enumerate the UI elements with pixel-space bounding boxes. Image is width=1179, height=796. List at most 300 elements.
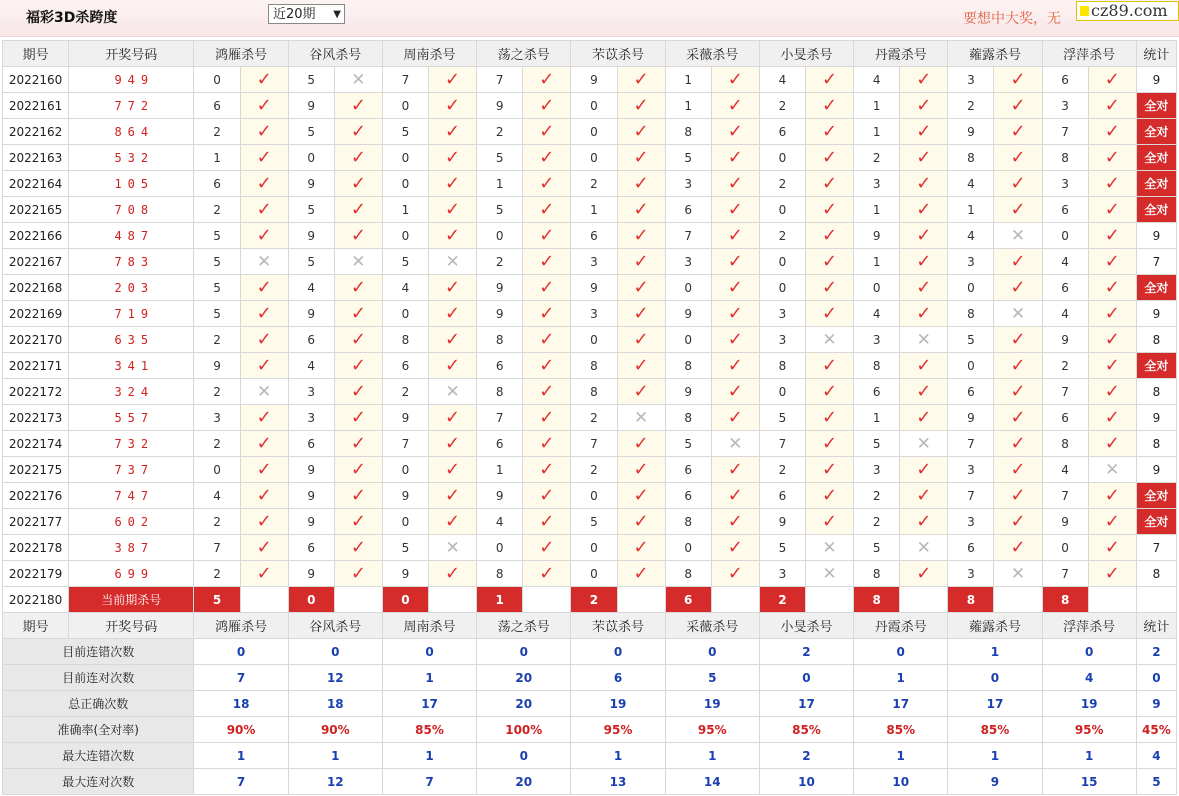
kill-number-cell: 9 xyxy=(288,171,334,197)
check-icon: ✓ xyxy=(539,146,555,168)
col-header-expert: 鸿雁杀号 xyxy=(194,41,288,67)
kill-number-cell: 9 xyxy=(382,561,428,587)
kill-number-cell: 5 xyxy=(382,119,428,145)
cross-icon: ✕ xyxy=(1010,303,1026,324)
check-icon: ✓ xyxy=(1104,562,1120,584)
kill-number-cell: 9 xyxy=(288,457,334,483)
period-cell: 2022164 xyxy=(3,171,69,197)
check-icon xyxy=(805,509,853,535)
winning-number-cell: 699 xyxy=(69,561,194,587)
summary-value: 12 xyxy=(288,665,382,691)
current-kill-blank xyxy=(1088,587,1136,613)
kill-number-cell: 9 xyxy=(477,275,523,301)
kill-number-cell: 8 xyxy=(665,405,711,431)
check-icon: ✓ xyxy=(350,406,366,428)
kill-number-cell: 6 xyxy=(665,457,711,483)
check-icon: ✓ xyxy=(539,276,555,298)
winning-number-cell: 737 xyxy=(69,457,194,483)
kill-number-cell: 8 xyxy=(854,353,900,379)
cross-icon xyxy=(900,327,948,353)
check-icon xyxy=(334,535,382,561)
check-icon: ✓ xyxy=(350,224,366,246)
check-icon xyxy=(805,301,853,327)
col-header-expert: 谷风杀号 xyxy=(288,613,382,639)
check-icon xyxy=(1088,483,1136,509)
kill-number-cell: 5 xyxy=(759,405,805,431)
check-icon xyxy=(429,483,477,509)
period-cell: 2022165 xyxy=(3,197,69,223)
check-icon: ✓ xyxy=(821,224,838,246)
check-icon: ✓ xyxy=(633,94,649,116)
kill-number-cell: 2 xyxy=(948,93,994,119)
check-icon xyxy=(617,535,665,561)
check-icon: ✓ xyxy=(1104,484,1120,506)
check-icon xyxy=(240,223,288,249)
check-icon xyxy=(1088,145,1136,171)
kill-number-cell: 3 xyxy=(948,249,994,275)
check-icon xyxy=(900,145,948,171)
check-icon: ✓ xyxy=(727,458,743,480)
check-icon: ✓ xyxy=(445,68,461,90)
kill-number-cell: 2 xyxy=(194,119,240,145)
kill-number-cell: 1 xyxy=(477,171,523,197)
kill-number-cell: 3 xyxy=(759,561,805,587)
stat-cell: 8 xyxy=(1136,561,1176,587)
kill-number-cell: 1 xyxy=(571,197,617,223)
all-correct-badge: 全对 xyxy=(1136,509,1176,535)
winning-number-cell: 532 xyxy=(69,145,194,171)
summary-value: 1 xyxy=(382,743,476,769)
check-icon: ✓ xyxy=(1010,536,1026,558)
current-kill-number: 0 xyxy=(288,587,334,613)
check-icon xyxy=(334,301,382,327)
check-icon: ✓ xyxy=(539,224,555,246)
kill-number-cell: 0 xyxy=(759,197,805,223)
check-icon xyxy=(334,509,382,535)
kill-number-cell: 9 xyxy=(288,93,334,119)
kill-number-cell: 6 xyxy=(1042,275,1088,301)
check-icon xyxy=(429,431,477,457)
check-icon: ✓ xyxy=(633,302,649,324)
period-cell: 2022168 xyxy=(3,275,69,301)
cross-icon xyxy=(429,379,477,405)
check-icon xyxy=(900,67,948,93)
col-header-expert: 荡之杀号 xyxy=(477,613,571,639)
check-icon: ✓ xyxy=(821,432,838,454)
kill-number-cell: 0 xyxy=(571,483,617,509)
kill-number-cell: 0 xyxy=(854,275,900,301)
check-icon xyxy=(523,145,571,171)
check-icon: ✓ xyxy=(1010,146,1026,168)
check-icon: ✓ xyxy=(727,510,743,532)
cross-icon xyxy=(994,301,1042,327)
check-icon xyxy=(617,67,665,93)
check-icon xyxy=(900,561,948,587)
check-icon xyxy=(523,561,571,587)
check-icon xyxy=(1088,171,1136,197)
kill-number-cell: 6 xyxy=(382,353,428,379)
check-icon xyxy=(994,197,1042,223)
check-icon xyxy=(900,197,948,223)
check-icon xyxy=(523,249,571,275)
kill-number-cell: 9 xyxy=(571,67,617,93)
check-icon: ✓ xyxy=(633,380,649,402)
kill-number-cell: 0 xyxy=(571,119,617,145)
check-icon: ✓ xyxy=(916,302,932,324)
col-header-expert: 采薇杀号 xyxy=(665,41,759,67)
check-icon: ✓ xyxy=(633,250,649,272)
summary-value: 17 xyxy=(854,691,948,717)
winning-number-cell: 949 xyxy=(69,67,194,93)
kill-number-cell: 6 xyxy=(194,93,240,119)
kill-number-cell: 3 xyxy=(571,249,617,275)
check-icon: ✓ xyxy=(539,198,555,220)
range-select[interactable] xyxy=(268,4,345,24)
col-header-expert: 小旻杀号 xyxy=(759,41,853,67)
kill-number-cell: 3 xyxy=(759,327,805,353)
stat-cell: 9 xyxy=(1136,457,1176,483)
check-icon: ✓ xyxy=(256,484,272,506)
check-icon: ✓ xyxy=(256,94,272,116)
check-icon: ✓ xyxy=(256,510,272,532)
check-icon xyxy=(805,275,853,301)
check-icon: ✓ xyxy=(256,354,272,376)
check-icon: ✓ xyxy=(727,250,743,272)
check-icon xyxy=(523,431,571,457)
table-row xyxy=(3,223,1177,249)
check-icon: ✓ xyxy=(445,562,461,584)
check-icon xyxy=(994,67,1042,93)
kill-number-cell: 3 xyxy=(665,249,711,275)
check-icon: ✓ xyxy=(445,484,461,506)
kill-number-cell: 7 xyxy=(948,483,994,509)
table-row xyxy=(3,93,1177,119)
check-icon: ✓ xyxy=(539,562,555,584)
check-icon: ✓ xyxy=(1104,406,1120,428)
check-icon: ✓ xyxy=(916,198,932,220)
check-icon: ✓ xyxy=(633,172,649,194)
kill-number-cell: 7 xyxy=(382,67,428,93)
check-icon xyxy=(617,249,665,275)
check-icon: ✓ xyxy=(350,94,366,116)
check-icon xyxy=(994,93,1042,119)
winning-number-cell: 732 xyxy=(69,431,194,457)
kill-number-cell: 9 xyxy=(382,483,428,509)
check-icon xyxy=(711,457,759,483)
summary-value: 1 xyxy=(1042,743,1136,769)
check-icon xyxy=(805,483,853,509)
check-icon xyxy=(1088,93,1136,119)
check-icon: ✓ xyxy=(445,328,461,350)
kill-number-cell: 8 xyxy=(854,561,900,587)
check-icon xyxy=(900,223,948,249)
check-icon: ✓ xyxy=(539,484,555,506)
check-icon xyxy=(711,509,759,535)
current-kill-blank xyxy=(523,587,571,613)
kill-number-cell: 1 xyxy=(194,145,240,171)
check-icon: ✓ xyxy=(727,146,743,168)
table-row xyxy=(3,405,1177,431)
check-icon xyxy=(805,249,853,275)
kill-number-cell: 5 xyxy=(477,197,523,223)
summary-value: 1 xyxy=(948,743,1042,769)
kill-number-cell: 2 xyxy=(854,509,900,535)
col-header-expert: 丹霞杀号 xyxy=(854,613,948,639)
check-icon: ✓ xyxy=(727,276,743,298)
kill-number-cell: 3 xyxy=(288,405,334,431)
current-kill-number: 2 xyxy=(759,587,805,613)
check-icon xyxy=(1088,431,1136,457)
stat-cell: 9 xyxy=(1136,405,1176,431)
check-icon xyxy=(334,93,382,119)
chevron-down-icon: ▼ xyxy=(333,9,341,20)
summary-value: 85% xyxy=(948,717,1042,743)
period-cell: 2022167 xyxy=(3,249,69,275)
kill-number-cell: 9 xyxy=(571,275,617,301)
summary-row xyxy=(3,665,1177,691)
cross-icon: ✕ xyxy=(1010,563,1026,584)
check-icon: ✓ xyxy=(256,406,272,428)
check-icon xyxy=(523,457,571,483)
summary-value: 20 xyxy=(477,665,571,691)
check-icon xyxy=(617,119,665,145)
kill-number-cell: 9 xyxy=(477,483,523,509)
current-kill-number: 0 xyxy=(382,587,428,613)
check-icon xyxy=(617,457,665,483)
winning-number-cell: 772 xyxy=(69,93,194,119)
kill-number-cell: 2 xyxy=(194,561,240,587)
cross-icon: ✕ xyxy=(257,251,272,272)
check-icon: ✓ xyxy=(916,484,932,506)
kill-number-cell: 8 xyxy=(477,327,523,353)
cross-icon: ✕ xyxy=(916,329,931,350)
kill-number-cell: 9 xyxy=(759,509,805,535)
current-stat-blank xyxy=(1136,587,1176,613)
kill-number-cell: 9 xyxy=(1042,509,1088,535)
period-cell: 2022166 xyxy=(3,223,69,249)
kill-number-cell: 8 xyxy=(477,379,523,405)
kill-number-cell: 9 xyxy=(288,483,334,509)
check-icon xyxy=(994,405,1042,431)
check-icon xyxy=(900,301,948,327)
kill-number-cell: 2 xyxy=(759,93,805,119)
kill-number-cell: 4 xyxy=(854,301,900,327)
check-icon xyxy=(429,509,477,535)
check-icon xyxy=(334,145,382,171)
summary-value: 7 xyxy=(194,665,288,691)
cross-icon xyxy=(900,431,948,457)
check-icon xyxy=(523,197,571,223)
kill-number-cell: 3 xyxy=(948,67,994,93)
check-icon: ✓ xyxy=(727,380,743,402)
winning-number-cell: 203 xyxy=(69,275,194,301)
cross-icon xyxy=(240,249,288,275)
check-icon: ✓ xyxy=(916,120,932,142)
cross-icon xyxy=(805,561,853,587)
check-icon xyxy=(334,405,382,431)
check-icon xyxy=(334,327,382,353)
kill-number-cell: 2 xyxy=(194,379,240,405)
period-cell: 2022174 xyxy=(3,431,69,457)
kill-number-cell: 9 xyxy=(288,509,334,535)
summary-value: 15 xyxy=(1042,769,1136,795)
summary-value: 85% xyxy=(759,717,853,743)
check-icon: ✓ xyxy=(916,224,932,246)
col-header-winning: 开奖号码 xyxy=(69,613,194,639)
current-kill-blank xyxy=(711,587,759,613)
check-icon: ✓ xyxy=(633,510,649,532)
check-icon: ✓ xyxy=(256,198,272,220)
kill-number-cell: 5 xyxy=(382,535,428,561)
check-icon: ✓ xyxy=(256,536,272,558)
check-icon: ✓ xyxy=(1104,380,1120,402)
check-icon: ✓ xyxy=(633,484,649,506)
check-icon: ✓ xyxy=(256,562,272,584)
summary-value: 18 xyxy=(288,691,382,717)
check-icon: ✓ xyxy=(821,68,838,90)
check-icon: ✓ xyxy=(539,172,555,194)
table-row xyxy=(3,509,1177,535)
stat-cell: 9 xyxy=(1136,223,1176,249)
check-icon xyxy=(711,483,759,509)
kill-number-cell: 9 xyxy=(194,353,240,379)
check-icon xyxy=(1088,249,1136,275)
period-cell: 2022171 xyxy=(3,353,69,379)
summary-row xyxy=(3,743,1177,769)
check-icon xyxy=(994,483,1042,509)
kill-number-cell: 3 xyxy=(1042,93,1088,119)
winning-number-cell: 864 xyxy=(69,119,194,145)
check-icon xyxy=(523,509,571,535)
check-icon: ✓ xyxy=(633,224,649,246)
kill-number-cell: 2 xyxy=(854,145,900,171)
check-icon xyxy=(240,67,288,93)
kill-number-cell: 2 xyxy=(477,119,523,145)
check-icon: ✓ xyxy=(821,354,838,376)
kill-number-cell: 8 xyxy=(665,561,711,587)
kill-number-cell: 4 xyxy=(948,171,994,197)
check-icon: ✓ xyxy=(916,406,932,428)
check-icon: ✓ xyxy=(821,120,838,142)
check-icon: ✓ xyxy=(1010,328,1026,350)
kill-number-cell: 1 xyxy=(665,93,711,119)
kill-number-cell: 1 xyxy=(382,197,428,223)
check-icon xyxy=(523,535,571,561)
check-icon xyxy=(994,535,1042,561)
summary-value: 85% xyxy=(382,717,476,743)
col-header-expert: 芣苡杀号 xyxy=(571,41,665,67)
summary-value: 13 xyxy=(571,769,665,795)
check-icon xyxy=(711,301,759,327)
check-icon: ✓ xyxy=(1010,250,1026,272)
kill-number-cell: 6 xyxy=(948,535,994,561)
kill-number-cell: 9 xyxy=(665,379,711,405)
check-icon: ✓ xyxy=(445,302,461,324)
check-icon xyxy=(523,379,571,405)
check-icon xyxy=(900,249,948,275)
kill-number-cell: 7 xyxy=(1042,561,1088,587)
check-icon xyxy=(240,93,288,119)
check-icon: ✓ xyxy=(821,484,838,506)
kill-number-cell: 4 xyxy=(477,509,523,535)
check-icon xyxy=(617,509,665,535)
check-icon: ✓ xyxy=(633,146,649,168)
kill-number-cell: 0 xyxy=(382,301,428,327)
cross-icon xyxy=(805,535,853,561)
kill-number-cell: 9 xyxy=(665,301,711,327)
check-icon: ✓ xyxy=(1104,172,1120,194)
check-icon: ✓ xyxy=(539,536,555,558)
check-icon xyxy=(334,223,382,249)
check-icon xyxy=(240,457,288,483)
kill-number-cell: 5 xyxy=(288,119,334,145)
check-icon xyxy=(900,509,948,535)
check-icon xyxy=(240,275,288,301)
check-icon xyxy=(523,119,571,145)
table-row xyxy=(3,561,1177,587)
check-icon: ✓ xyxy=(445,172,461,194)
winning-number-cell: 487 xyxy=(69,223,194,249)
check-icon xyxy=(1088,327,1136,353)
summary-label: 最大连错次数 xyxy=(3,743,194,769)
check-icon: ✓ xyxy=(256,120,272,142)
check-icon: ✓ xyxy=(633,120,649,142)
check-icon: ✓ xyxy=(1104,276,1120,298)
kill-number-cell: 1 xyxy=(854,405,900,431)
check-icon: ✓ xyxy=(445,432,461,454)
check-icon xyxy=(240,171,288,197)
summary-value: 5 xyxy=(665,665,759,691)
check-icon xyxy=(900,405,948,431)
table-row xyxy=(3,327,1177,353)
kill-number-cell: 2 xyxy=(571,171,617,197)
cross-icon xyxy=(429,535,477,561)
col-header-expert: 蕹露杀号 xyxy=(948,613,1042,639)
kill-number-cell: 0 xyxy=(571,145,617,171)
kill-number-cell: 0 xyxy=(1042,223,1088,249)
kill-number-cell: 6 xyxy=(477,431,523,457)
check-icon: ✓ xyxy=(1104,510,1120,532)
kill-number-cell: 7 xyxy=(665,223,711,249)
check-icon xyxy=(1088,197,1136,223)
col-header-expert: 周南杀号 xyxy=(382,41,476,67)
kill-number-cell: 5 xyxy=(948,327,994,353)
check-icon xyxy=(994,457,1042,483)
kill-number-cell: 5 xyxy=(194,301,240,327)
stat-cell: 8 xyxy=(1136,379,1176,405)
kill-number-cell: 2 xyxy=(194,197,240,223)
check-icon xyxy=(617,431,665,457)
summary-value: 12 xyxy=(288,769,382,795)
check-icon xyxy=(805,197,853,223)
check-icon xyxy=(240,327,288,353)
site-badge[interactable] xyxy=(1076,1,1179,21)
kill-number-cell: 6 xyxy=(571,223,617,249)
summary-value: 0 xyxy=(288,639,382,665)
kill-number-cell: 6 xyxy=(948,379,994,405)
current-kill-label: 当前期杀号 xyxy=(69,587,194,613)
winning-number-cell: 557 xyxy=(69,405,194,431)
kill-number-table xyxy=(2,40,1177,795)
check-icon: ✓ xyxy=(1104,198,1120,220)
kill-number-cell: 8 xyxy=(477,561,523,587)
kill-number-cell: 2 xyxy=(194,509,240,535)
col-header-expert: 谷风杀号 xyxy=(288,41,382,67)
kill-number-cell: 7 xyxy=(382,431,428,457)
check-icon xyxy=(805,145,853,171)
current-kill-number: 1 xyxy=(477,587,523,613)
check-icon: ✓ xyxy=(1104,432,1120,454)
